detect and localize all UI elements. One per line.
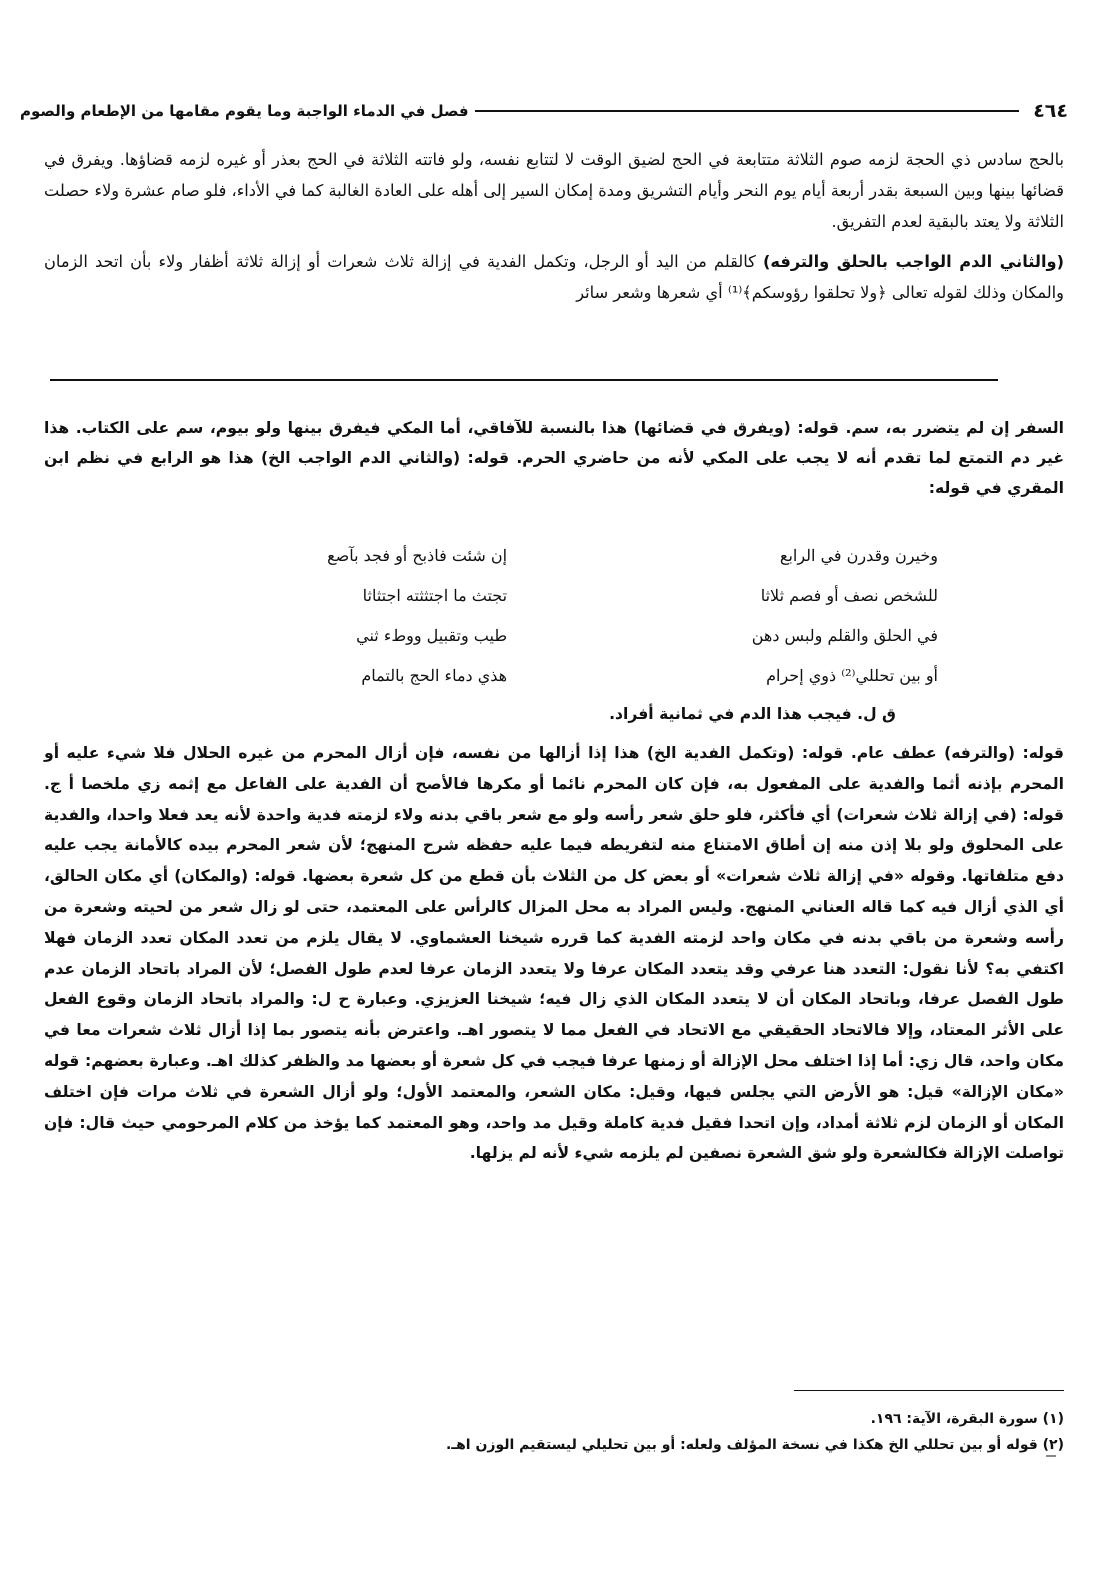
main-heading-phrase: (والثاني الدم الواجب بالحلق والترفه) xyxy=(763,252,1064,271)
main-paragraph-1: بالحج سادس ذي الحجة لزمه صوم الثلاثة متتابعة في الحج لضيق الوقت لا لتتابع نفسه، ولو فاتته الثلاثة في الحج بعذر أو غيره لزمه قضاؤها. ويفرق في قضائها بينها وبين السبعة بقدر أربعة أيام يوم النحر وأيام التشريق ومدة إمكان السير إلى أهله على العادة الغالبة كما في الأداء، فلو صام عشرة ولاء حصلت الثلاثة ولا يعتد بالبقية لعدم التفريق. xyxy=(44,150,1064,231)
main-paragraph-2-text: كالقلم من اليد أو الرجل، وتكمل الفدية في إزالة ثلاث شعرات أو إزالة ثلاثة أظفار ولاء بأن اتحد الزمان والمكان وذلك لقوله تعالى ﴿ولا تحلقوا رؤوسكم﴾⁽¹⁾ أي شعرها وشعر سائر xyxy=(44,252,1064,302)
commentary-top xyxy=(44,413,1064,503)
footnote-1: (١) سورة البقرة، الآية: ١٩٦. xyxy=(870,1411,1064,1427)
poem-hemistich-left: هذي دماء الحج بالتمام xyxy=(361,666,508,685)
poem-hemistich-left: إن شئت فاذبح أو فجد بآصع xyxy=(327,546,508,565)
poem-hemistich-right: في الحلق والقلم ولبس دهن xyxy=(751,626,938,645)
poem-verse xyxy=(140,536,938,576)
poem-hemistich-right: أو بين تحللي⁽²⁾ ذوي إحرام xyxy=(766,666,938,685)
poem-hemistich-right: للشخص نصف أو فصم ثلاثا xyxy=(760,586,938,605)
commentary-top-text: السفر إن لم يتضرر به، سم. قوله: (ويفرق في قضائها) هذا بالنسبة للآفاقي، أما المكي فيفرق بينها ولو بيوم، سم على الكتاب. هذا غير دم التمتع لما تقدم أنه لا يجب على المكي لأنه من حاضري الحرم. قوله: (والثاني الدم الواجب الخ) هذا هو الرابع في نظم ابن المقري في قوله: xyxy=(44,419,1064,497)
poem-note: ق ل. فيجب هذا الدم في ثمانية أفراد. xyxy=(609,705,896,723)
poem-verse xyxy=(140,616,938,656)
main-text xyxy=(44,144,1064,308)
poem-hemistich-right: وخيرن وقدرن في الرابع xyxy=(779,546,938,565)
footnote-separator xyxy=(794,1390,1064,1391)
page-number: ٤٦٤ xyxy=(1033,100,1068,122)
text-separator xyxy=(50,379,998,381)
chapter-title: فصل في الدماء الواجبة وما يقوم مقامها من الإطعام والصوم xyxy=(20,102,469,120)
poem xyxy=(140,536,938,696)
commentary-main-text: قوله: (والترفه) عطف عام. قوله: (وتكمل الفدية الخ) هذا إذا أزالها من نفسه، فإن أزال المحرم من غيره الحلال فلا شيء عليه أو المحرم بإذنه أثما والفدية على المفعول به، فإن كان المحرم نائما أو مكرها فالأصح أن الفدية على الفاعل مع إثمه زي ملخصا أ ج. قوله: (في إزالة ثلاث شعرات) أي فأكثر، فلو حلق شعر رأسه ولو مع شعر باقي بدنه ولاء لزمته فدية واحدة لأنه يعد فعلا واحدا، والفدية على المحلوق ولو بلا إذن منه إن أطاق الامتناع منه لتفريطه فيما عليه حفظه شرح المنهج؛ لأن شعر المحرم بيده كالأمانة يجب عليه دفع متلفاتها. وقوله «في إزالة ثلاث شعرات» أو بعض كل من الثلاث بأن قطع من كل شعرة بعضها. قوله: (والمكان) أي مكان الحالق، أي الذي أزال فيه كما قاله العناني المنهج. وليس المراد به محل المزال كالرأس على المعتمد، حتى لو زال شعر من لحيته وشعرة من رأسه وشعرة من باقي بدنه في مكان واحد لزمته الفدية كما قرره شيخنا العشماوي. لا يقال يلزم من تعدد المكان تعدد الزمان فهلا اكتفي به؟ لأنا نقول: التعدد هنا عرفي وقد يتعدد المكان عرفا ولا يتعدد الزمان عرفا لعدم طول الفصل؛ لأن المراد باتحاد الزمان عدم طول الفصل عرفا، وباتحاد المكان أن لا يتعدد المكان الذي زال فيه؛ شيخنا العزيزي. وعبارة ح ل: والمراد باتحاد الزمان وقوع الفعل على الأثر المعتاد، وإلا فالاتحاد الحقيقي مع الاتحاد في الفعل مما لا يتصور اهـ. واعترض بأنه يتصور بما إذا أزال ثلاث شعرات معا في مكان واحد، قال زي: أما إذا اختلف محل الإزالة أو زمنها عرفا فيجب في كل شعرة أو بعضها مد والظفر كذلك اهـ. وعبارة بعضهم: قوله «مكان الإزالة» قيل: هو الأرض التي يجلس فيها، وقيل: مكان الشعر، والمعتمد الأول؛ ولو أزال الشعرة في ثلاث مرات فإن اختلف المكان أو الزمان لزم ثلاثة أمداد، وإن اتحدا فقيل فدية كاملة وقيل مد واحد، وهو المعتمد كما يؤخذ من كلام المرحومي حيث قال: فإن تواصلت الإزالة فكالشعرة ولو شق الشعرة نصفين لم يلزمه شيء لأنه لم يزلها. xyxy=(44,744,1064,1163)
poem-hemistich-left: تجتث ما اجتثثته اجتثاثا xyxy=(362,586,508,605)
footnote-2: (٢) قوله أو بين تحللي الخ هكذا في نسخة المؤلف ولعله: أو بين تحليلي ليستقيم الوزن اهـ. xyxy=(445,1437,1064,1453)
poem-hemistich-left: طيب وتقبيل ووطء ثني xyxy=(356,626,508,645)
poem-verse xyxy=(140,656,938,696)
main-paragraph-2 xyxy=(44,246,1064,308)
running-header xyxy=(20,96,1068,126)
scan-mark xyxy=(1046,1455,1056,1457)
commentary-main xyxy=(44,738,1064,1169)
header-rule xyxy=(475,110,1020,112)
poem-verse xyxy=(140,576,938,616)
